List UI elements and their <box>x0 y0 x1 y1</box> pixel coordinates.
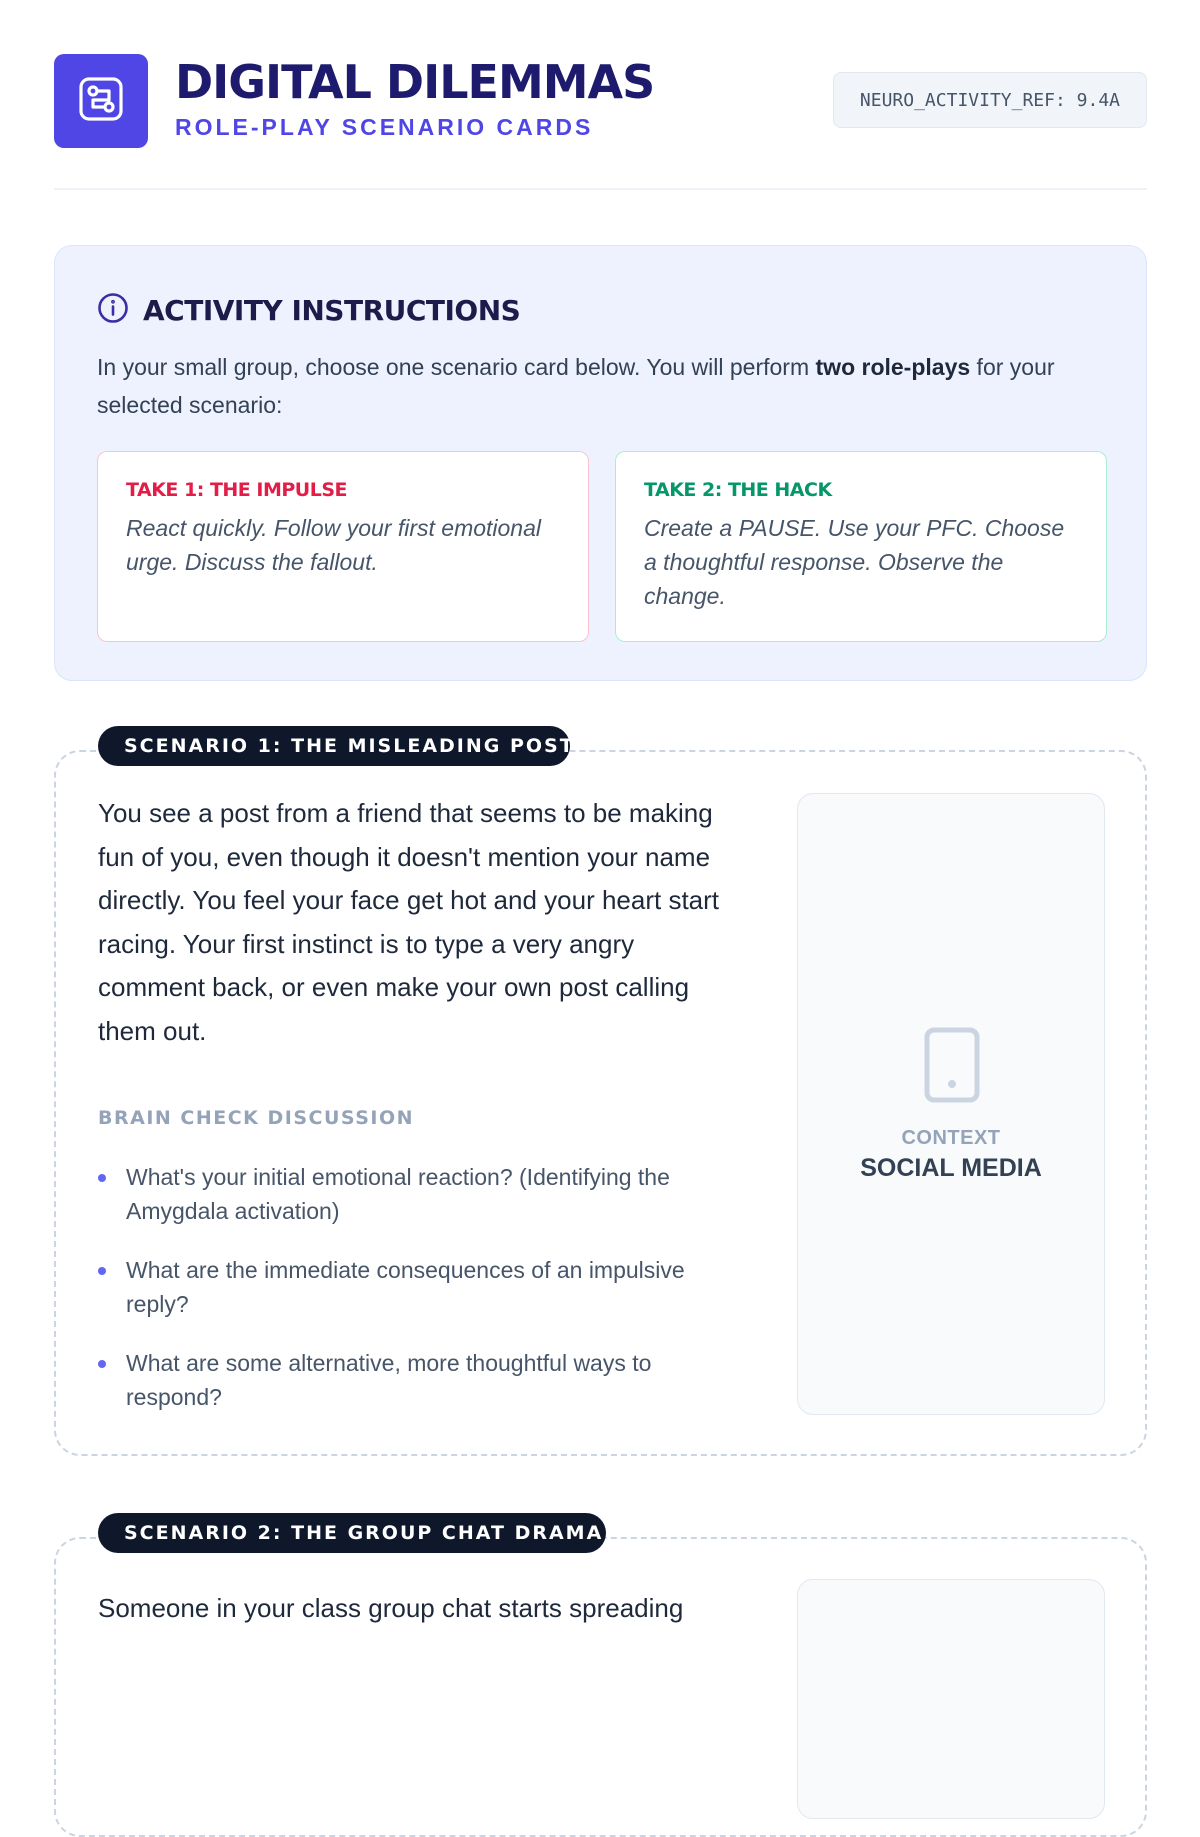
page-subtitle: ROLE-PLAY SCENARIO CARDS <box>175 114 594 140</box>
list-item <box>98 1253 738 1321</box>
circuit-icon <box>78 76 124 127</box>
bullet-icon <box>98 1267 106 1275</box>
discussion-heading: BRAIN CHECK DISCUSSION <box>98 1107 415 1129</box>
context-value: SOCIAL MEDIA <box>860 1154 1042 1182</box>
bullet-icon <box>98 1360 106 1368</box>
smartphone-icon <box>924 1027 980 1108</box>
question-text: What are the immediate consequences of an impulsive reply? <box>126 1257 685 1317</box>
scenario-card-1[interactable] <box>54 735 1147 1456</box>
list-item <box>98 1160 738 1228</box>
reference-tag: NEURO_ACTIVITY_REF: 9.4A <box>833 72 1147 128</box>
info-icon <box>97 292 129 329</box>
instructions-text-emphasis: two role-plays <box>815 354 971 380</box>
scenario-description: You see a post from a friend that seems to be making fun of you, even though it doesn't mention your name directly. You feel your face get hot and your heart start racing. Your first instinct is to type a very angry comment back, or even make your own post calling them out. <box>98 798 720 1046</box>
instructions-text-end: for your selected scenario: <box>97 354 1055 418</box>
scenario-description: Someone in your class group chat starts spreading <box>98 1593 684 1623</box>
instructions-title: ACTIVITY INSTRUCTIONS <box>143 294 521 327</box>
take-label: TAKE 2: THE HACK <box>644 479 832 501</box>
instructions-heading <box>97 292 520 329</box>
question-text: What are some alternative, more thoughtful ways to respond? <box>126 1350 652 1410</box>
context-label: CONTEXT <box>901 1127 1001 1149</box>
instructions-text-start: In your small group, choose one scenario card below. You will perform <box>97 354 816 380</box>
instructions-text <box>97 348 1107 424</box>
context-panel <box>797 1579 1105 1819</box>
scenario-card-2[interactable] <box>54 1522 1147 1837</box>
take-1-card <box>97 451 589 642</box>
context-panel <box>797 793 1105 1415</box>
take-description: Create a PAUSE. Use your PFC. Choose a thoughtful response. Observe the change. <box>644 515 1065 609</box>
scenario-label: SCENARIO 1: THE MISLEADING POST <box>98 726 570 766</box>
take-description: React quickly. Follow your first emotional urge. Discuss the fallout. <box>126 515 541 575</box>
page-header <box>54 54 1147 190</box>
discussion-questions <box>98 1160 738 1439</box>
header-divider <box>54 188 1147 190</box>
list-item <box>98 1346 738 1414</box>
take-2-card <box>615 451 1107 642</box>
logo <box>54 54 148 148</box>
question-text: What's your initial emotional reaction? (Identifying the Amygdala activation) <box>126 1164 670 1224</box>
bullet-icon <box>98 1174 106 1182</box>
scenario-label: SCENARIO 2: THE GROUP CHAT DRAMA <box>98 1513 606 1553</box>
activity-instructions <box>54 245 1147 681</box>
page-title: DIGITAL DILEMMAS <box>175 55 655 109</box>
take-label: TAKE 1: THE IMPULSE <box>126 479 347 501</box>
